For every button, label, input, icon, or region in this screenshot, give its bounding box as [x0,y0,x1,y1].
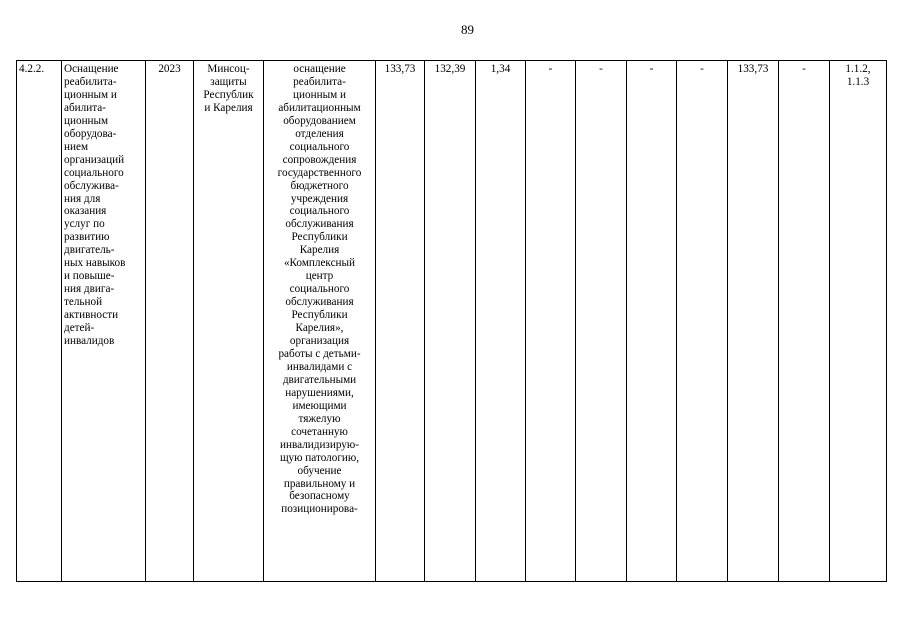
measure-name: Оснащение реабилита- ционным и абилита- ционным оборудова- нием организаций социального обслужива- ния для оказания услуг по развитию двигатель- ных навыков и повыше- ния двига- тельной активности детей- инвалидов [64,63,126,348]
measure-description: оснащение реабилита- ционным и абилитационным оборудованием отделения социального сопровождения государственного бюджетного учреждения социального обслуживания Республики Карелия «Комплексный центр социального обслуживания Республики Карелия», организация работы с детьми- инвалидами с двигательными нарушениями, имеющими тяжелую сочетанную инвалидизирую- щую патологию, обучение правильному и безопасному позиционирова- [277,63,362,516]
cell-indicators [830,61,887,582]
cell-description [264,61,376,582]
cell-code [17,61,62,582]
target-indicators: 1.1.2, 1.1.3 [845,63,871,88]
measure-code: 4.2.2. [19,63,45,75]
value-8: 133,73 [737,63,769,75]
value-6: - [649,63,654,75]
value-2: 132,39 [434,63,466,75]
page-number: 89 [461,22,474,37]
value-9: - [802,63,806,75]
cell-value-1 [376,61,425,582]
cell-value-2 [425,61,476,582]
cell-name [62,61,146,582]
table-row [17,61,887,582]
cell-executor [194,61,264,582]
cell-value-5 [576,61,627,582]
cell-value-6 [627,61,677,582]
cell-year [146,61,194,582]
value-4: - [548,63,553,75]
cell-value-4 [526,61,576,582]
cell-value-9 [779,61,830,582]
cell-value-3 [476,61,526,582]
value-total: 133,73 [384,63,416,75]
program-table [16,60,887,582]
value-3: 1,34 [490,63,511,75]
cell-value-7 [677,61,728,582]
value-7: - [700,63,704,75]
cell-value-8 [728,61,779,582]
value-5: - [599,63,603,75]
measure-executor: Минсоц- защиты Республик и Карелия [203,63,254,114]
measure-year: 2023 [158,63,181,75]
